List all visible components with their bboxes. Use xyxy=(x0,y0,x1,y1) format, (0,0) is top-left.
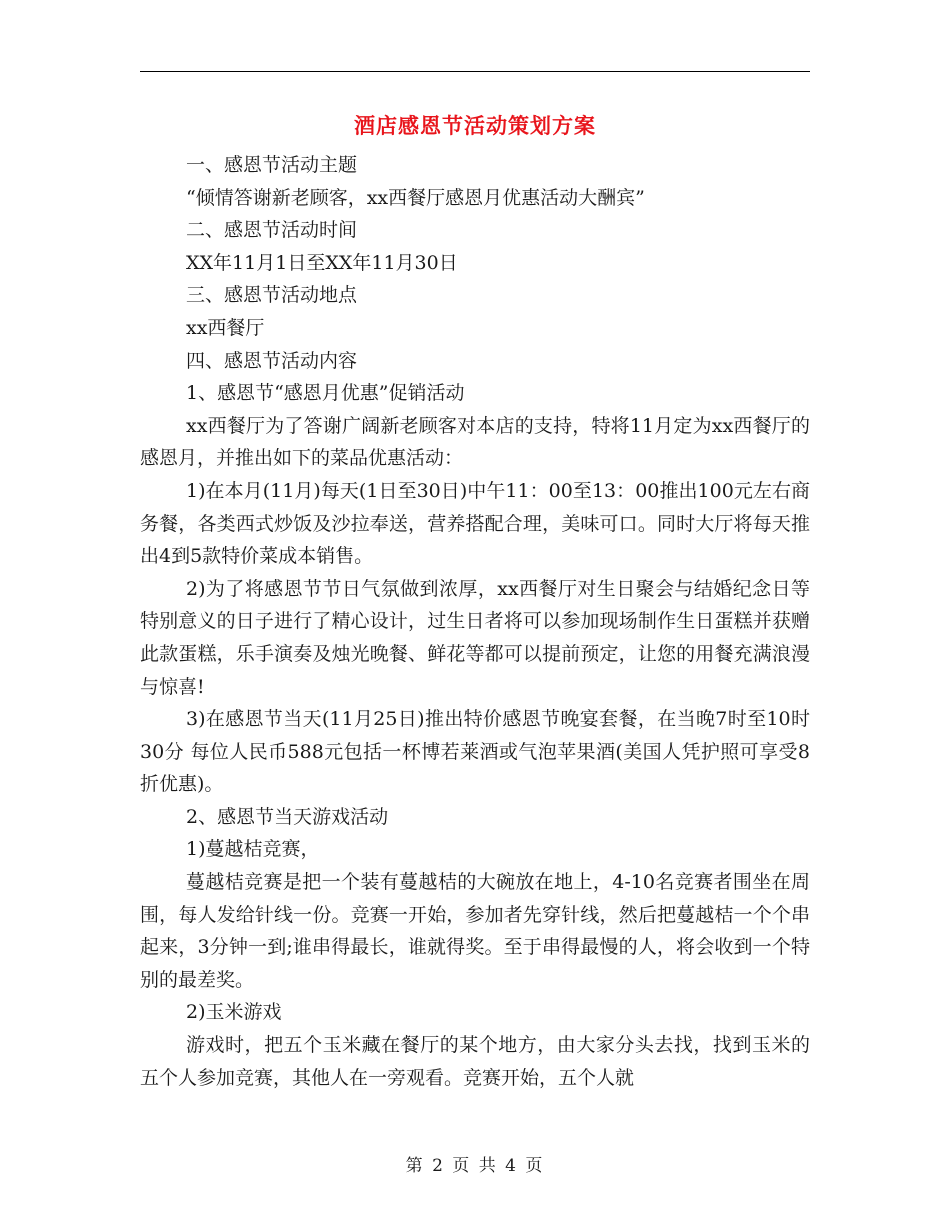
section-heading-content: 四、感恩节活动内容 xyxy=(186,349,358,372)
paragraph-game-2: 游戏时，把五个玉米藏在餐厅的某个地方，由大家分头去找，找到玉米的五个人参加竞赛，其他人在一旁观看。竞赛开始，五个人就 xyxy=(140,1034,810,1089)
header-rule xyxy=(140,71,810,72)
game-2-heading: 2)玉米游戏 xyxy=(186,1001,282,1024)
section-heading-theme: 一、感恩节活动主题 xyxy=(186,154,358,176)
paragraph-item-3: 3)在感恩节当天(11月25日)推出特价感恩节晚宴套餐，在当晚7时至10时30分 每位人民币588元包括一杯博若莱酒或气泡苹果酒(美国人凭护照可享受8折优惠)。 xyxy=(140,708,810,796)
paragraph-item-1: 1)在本月(11月)每天(1日至30日)中午11：00至13：00推出100元左右商务餐，各类西式炒饭及沙拉奉送，营养搭配合理，美味可口。同时大厅将每天推出4到5款特价菜成本销售。 xyxy=(140,479,810,568)
paragraph-game-1: 蔓越桔竞赛是把一个装有蔓越桔的大碗放在地上，4-10名竞赛者围坐在周围，每人发给针线一份。竞赛一开始，参加者先穿针线，然后把蔓越桔一个个串起来，3分钟一到;谁串得最长，谁就得奖。至于串得最慢的人，将会收到一个特别的最差奖。 xyxy=(140,871,810,991)
document-body xyxy=(140,149,810,1094)
time-text: XX年11月1日至XX年11月30日 xyxy=(186,251,458,274)
game-1-heading: 1)蔓越桔竞赛， xyxy=(186,838,320,861)
section-heading-time: 二、感恩节活动时间 xyxy=(186,219,358,242)
section-heading-location: 三、感恩节活动地点 xyxy=(186,284,358,307)
document-title: 酒店感恩节活动策划方案 xyxy=(354,113,596,138)
paragraph-item-2: 2)为了将感恩节节日气氛做到浓厚，xx西餐厅对生日聚会与结婚纪念日等特别意义的日子进行了精心设计，过生日者将可以参加现场制作生日蛋糕并获赠此款蛋糕，乐手演奏及烛光晚餐、鲜花等都可以提前预定，让您的用餐充满浪漫与惊喜! xyxy=(140,577,810,698)
subheading-promotion: 1、感恩节“感恩月优惠”促销活动 xyxy=(186,382,465,405)
location-text: xx西餐厅 xyxy=(186,316,265,339)
theme-text: “倾情答谢新老顾客，xx西餐厅感恩月优惠活动大酬宾” xyxy=(186,186,645,209)
subheading-games: 2、感恩节当天游戏活动 xyxy=(186,805,389,828)
page-number: 第 2 页 共 4 页 xyxy=(405,1156,545,1176)
paragraph-intro: xx西餐厅为了答谢广阔新老顾客对本店的支持，特将11月定为xx西餐厅的感恩月，并推出如下的菜品优惠活动： xyxy=(140,414,810,470)
